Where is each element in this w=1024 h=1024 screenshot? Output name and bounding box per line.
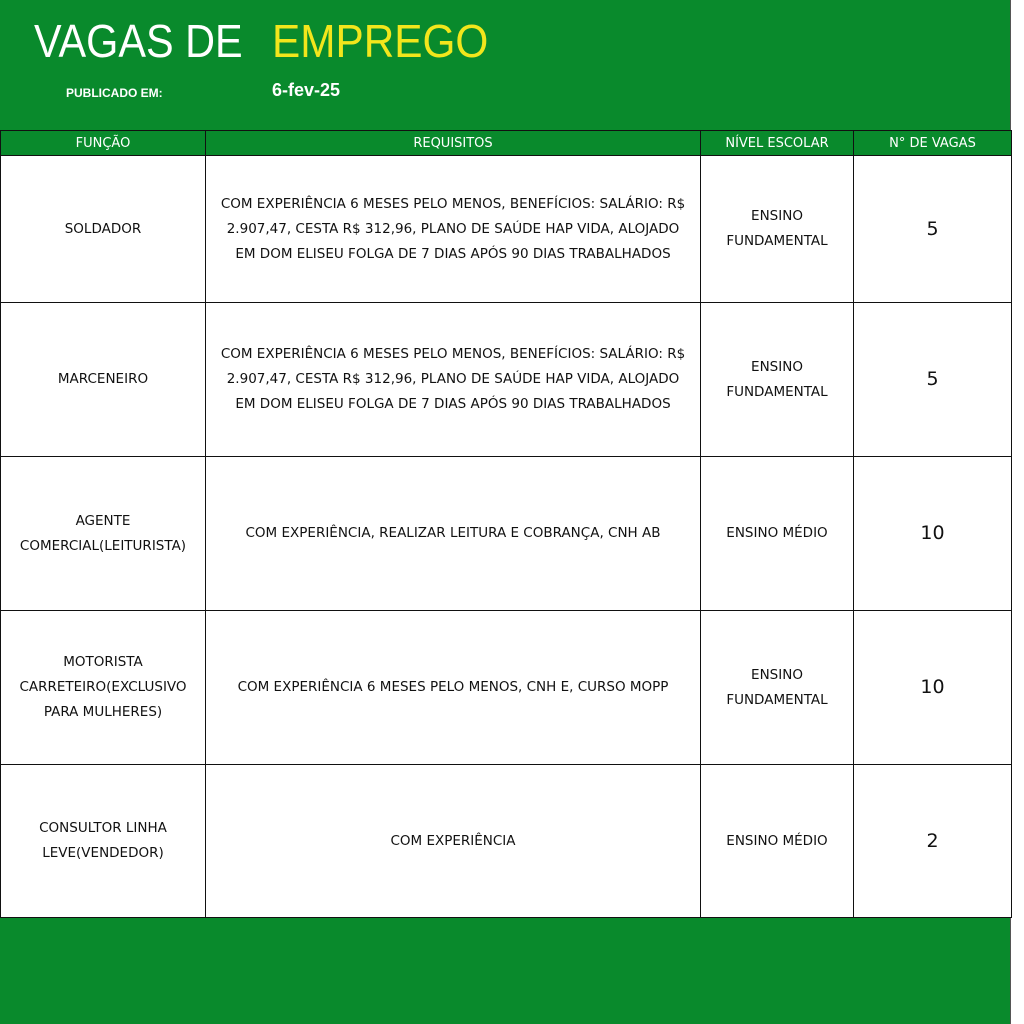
title-emprego: EMPREGO [272,15,489,67]
header-banner [0,0,1011,130]
cell-nivel-escolar: ENSINO MÉDIO [701,457,854,611]
cell-numero-vagas: 5 [854,303,1012,457]
published-date: 6-fev-25 [272,80,341,100]
table-row [1,457,1012,611]
cell-funcao: AGENTE COMERCIAL(LEITURISTA) [1,457,206,611]
cell-nivel-escolar: ENSINO FUNDAMENTAL [701,303,854,457]
cell-numero-vagas: 2 [854,765,1012,918]
cell-requisitos: COM EXPERIÊNCIA 6 MESES PELO MENOS, BENEFÍCIOS: SALÁRIO: R$ 2.907,47, CESTA R$ 312,96, PLANO DE SAÚDE HAP VIDA, ALOJADO EM DOM ELISEU FOLGA DE 7 DIAS APÓS 90 DIAS TRABALHADOS [206,303,701,457]
cell-nivel-escolar: ENSINO FUNDAMENTAL [701,156,854,303]
cell-nivel-escolar: ENSINO MÉDIO [701,765,854,918]
cell-numero-vagas: 5 [854,156,1012,303]
column-header-nivel-escolar: NÍVEL ESCOLAR [701,131,854,156]
cell-requisitos: COM EXPERIÊNCIA 6 MESES PELO MENOS, CNH E, CURSO MOPP [206,611,701,765]
table-row [1,303,1012,457]
cell-numero-vagas: 10 [854,457,1012,611]
column-header-requisitos: REQUISITOS [206,131,701,156]
title-vagas-de: VAGAS DE [34,15,243,67]
cell-numero-vagas: 10 [854,611,1012,765]
column-header-funcao: FUNÇÃO [1,131,206,156]
published-label: PUBLICADO EM: [66,86,163,100]
table-row [1,156,1012,303]
column-header-numero-vagas: N° DE VAGAS [854,131,1012,156]
cell-funcao: MOTORISTA CARRETEIRO(EXCLUSIVO PARA MULHERES) [1,611,206,765]
jobs-table [0,130,1012,918]
cell-requisitos: COM EXPERIÊNCIA, REALIZAR LEITURA E COBRANÇA, CNH AB [206,457,701,611]
jobs-table-wrapper [0,130,1011,918]
cell-funcao: CONSULTOR LINHA LEVE(VENDEDOR) [1,765,206,918]
table-header-row [1,131,1012,156]
cell-funcao: MARCENEIRO [1,303,206,457]
cell-funcao: SOLDADOR [1,156,206,303]
cell-requisitos: COM EXPERIÊNCIA [206,765,701,918]
table-row [1,611,1012,765]
cell-nivel-escolar: ENSINO FUNDAMENTAL [701,611,854,765]
footer-banner [0,918,1011,1024]
table-row [1,765,1012,918]
cell-requisitos: COM EXPERIÊNCIA 6 MESES PELO MENOS, BENEFÍCIOS: SALÁRIO: R$ 2.907,47, CESTA R$ 312,96, PLANO DE SAÚDE HAP VIDA, ALOJADO EM DOM ELISEU FOLGA DE 7 DIAS APÓS 90 DIAS TRABALHADOS [206,156,701,303]
